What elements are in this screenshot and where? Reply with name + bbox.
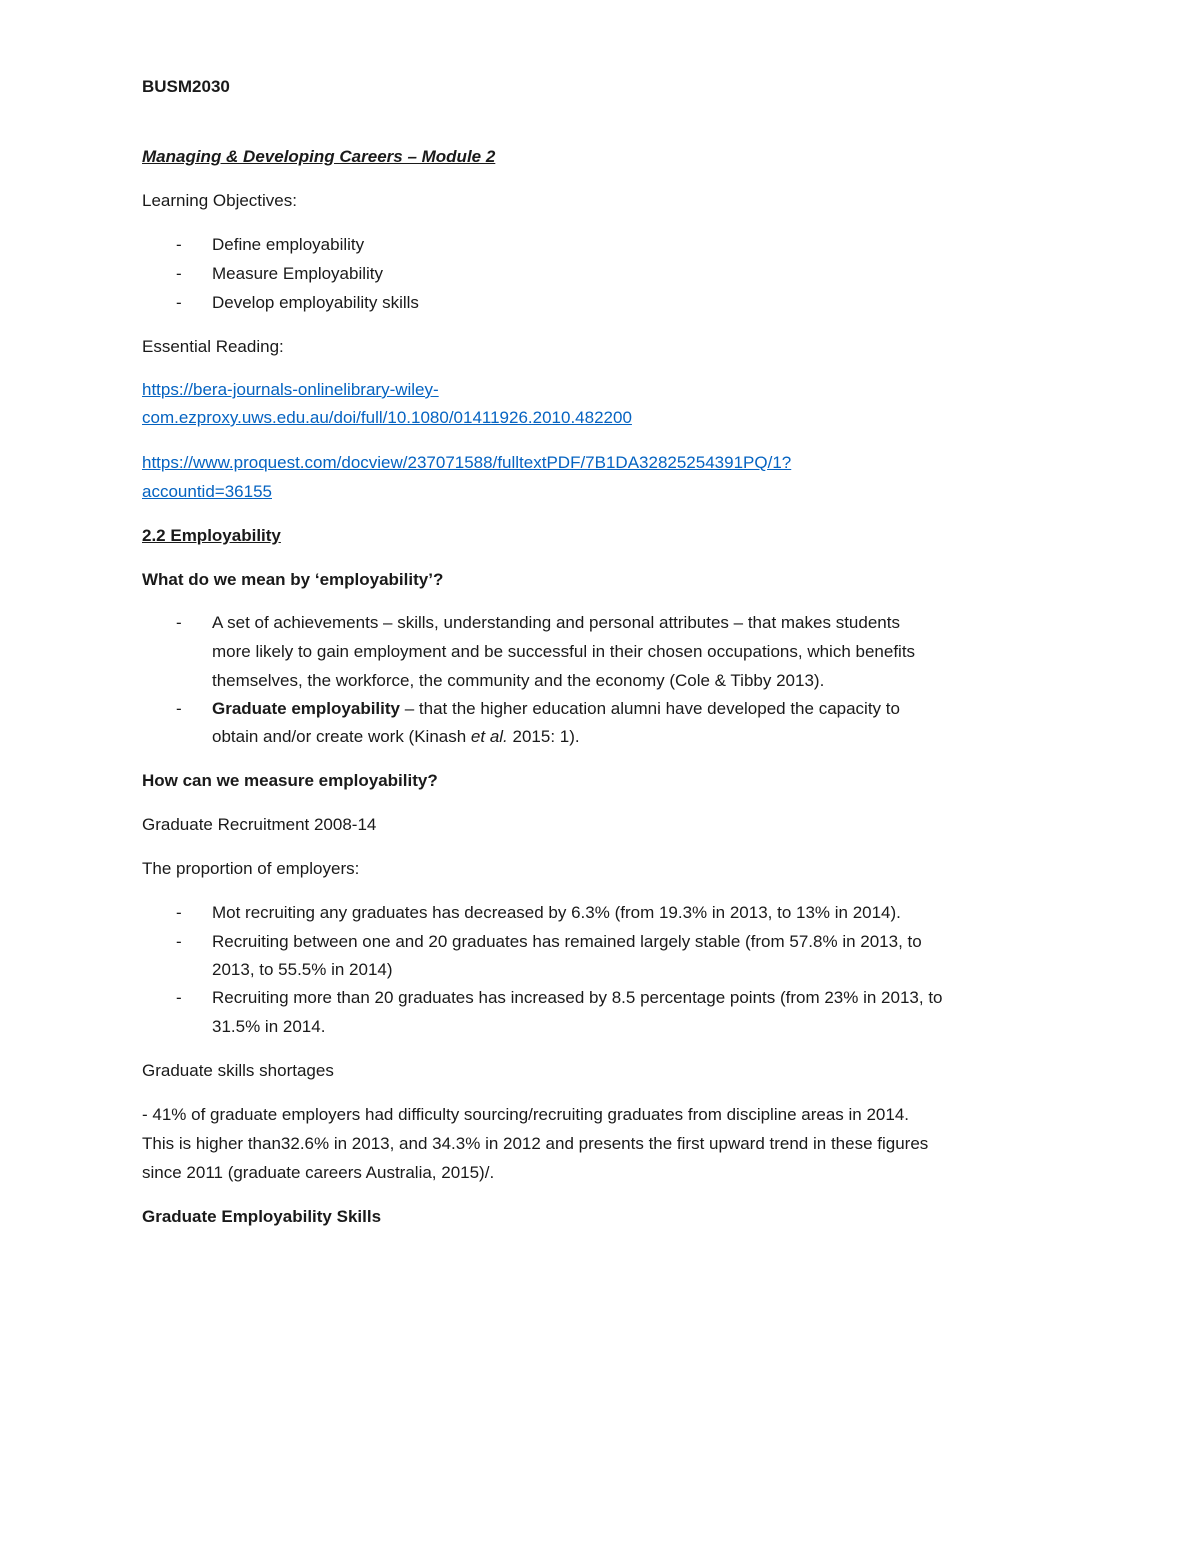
proportion-heading: The proportion of employers: [142,859,360,878]
shortage-heading: Graduate skills shortages [142,1061,334,1080]
list-item: Recruiting more than 20 graduates has increased by 8.5 percentage points (from 23% in 2013, to [212,988,943,1007]
list-bullet: - [176,264,182,283]
paragraph-line: - 41% of graduate employers had difficulty sourcing/recruiting graduates from discipline areas in 2014. [142,1105,909,1124]
paragraph-line: This is higher than32.6% in 2013, and 34.3% in 2012 and presents the first upward trend in these figures [142,1134,929,1153]
link-text[interactable]: https://bera-journals-onlinelibrary-wiley- [142,380,439,399]
list-bullet: - [176,932,182,951]
list-item-continuation: 2013, to 55.5% in 2014) [212,960,393,979]
list-item: A set of achievements – skills, understanding and personal attributes – that makes students [212,613,900,632]
question-heading: What do we mean by ‘employability’? [142,570,444,589]
module-title: Managing & Developing Careers – Module 2 [142,147,496,166]
list-bullet: - [176,699,182,718]
reading-heading: Essential Reading: [142,337,284,356]
list-item-continuation: more likely to gain employment and be successful in their chosen occupations, which benefits [212,642,916,661]
list-item-continuation [212,727,580,747]
link-text[interactable]: com.ezproxy.uws.edu.au/doi/full/10.1080/01411926.2010.482200 [142,408,632,427]
section-heading: 2.2 Employability [142,526,281,545]
list-bullet: - [176,613,182,632]
citation-text: obtain and/or create work (Kinash [212,727,471,746]
list-item [212,699,900,719]
list-bullet: - [176,293,182,312]
course-code: BUSM2030 [142,77,230,96]
list-item-continuation: 31.5% in 2014. [212,1017,326,1036]
objectives-heading: Learning Objectives: [142,191,297,210]
citation-italic: et al. [470,727,508,746]
list-bullet: - [176,235,182,254]
link-text[interactable]: accountid=36155 [142,482,272,501]
recruitment-heading: Graduate Recruitment 2008-14 [142,815,377,834]
citation-text: 2015: 1). [507,727,580,746]
definition-text: – that the higher education alumni have developed the capacity to [400,699,900,718]
link-text[interactable]: https://www.proquest.com/docview/237071588/fulltextPDF/7B1DA32825254391PQ/1? [142,453,792,472]
list-item: Define employability [212,235,365,254]
skills-heading: Graduate Employability Skills [142,1207,382,1226]
list-bullet: - [176,903,182,922]
list-bullet: - [176,988,182,1007]
list-item: Mot recruiting any graduates has decreased by 6.3% (from 19.3% in 2013, to 13% in 2014). [212,903,901,922]
list-item-continuation: themselves, the workforce, the community and the economy (Cole & Tibby 2013). [212,671,825,690]
list-item: Develop employability skills [212,293,419,312]
list-item: Measure Employability [212,264,384,283]
term-label: Graduate employability [212,699,400,718]
list-item: Recruiting between one and 20 graduates has remained largely stable (from 57.8% in 2013, to [212,932,922,951]
question-heading: How can we measure employability? [142,771,438,790]
paragraph-line: since 2011 (graduate careers Australia, 2015)/. [142,1163,495,1182]
